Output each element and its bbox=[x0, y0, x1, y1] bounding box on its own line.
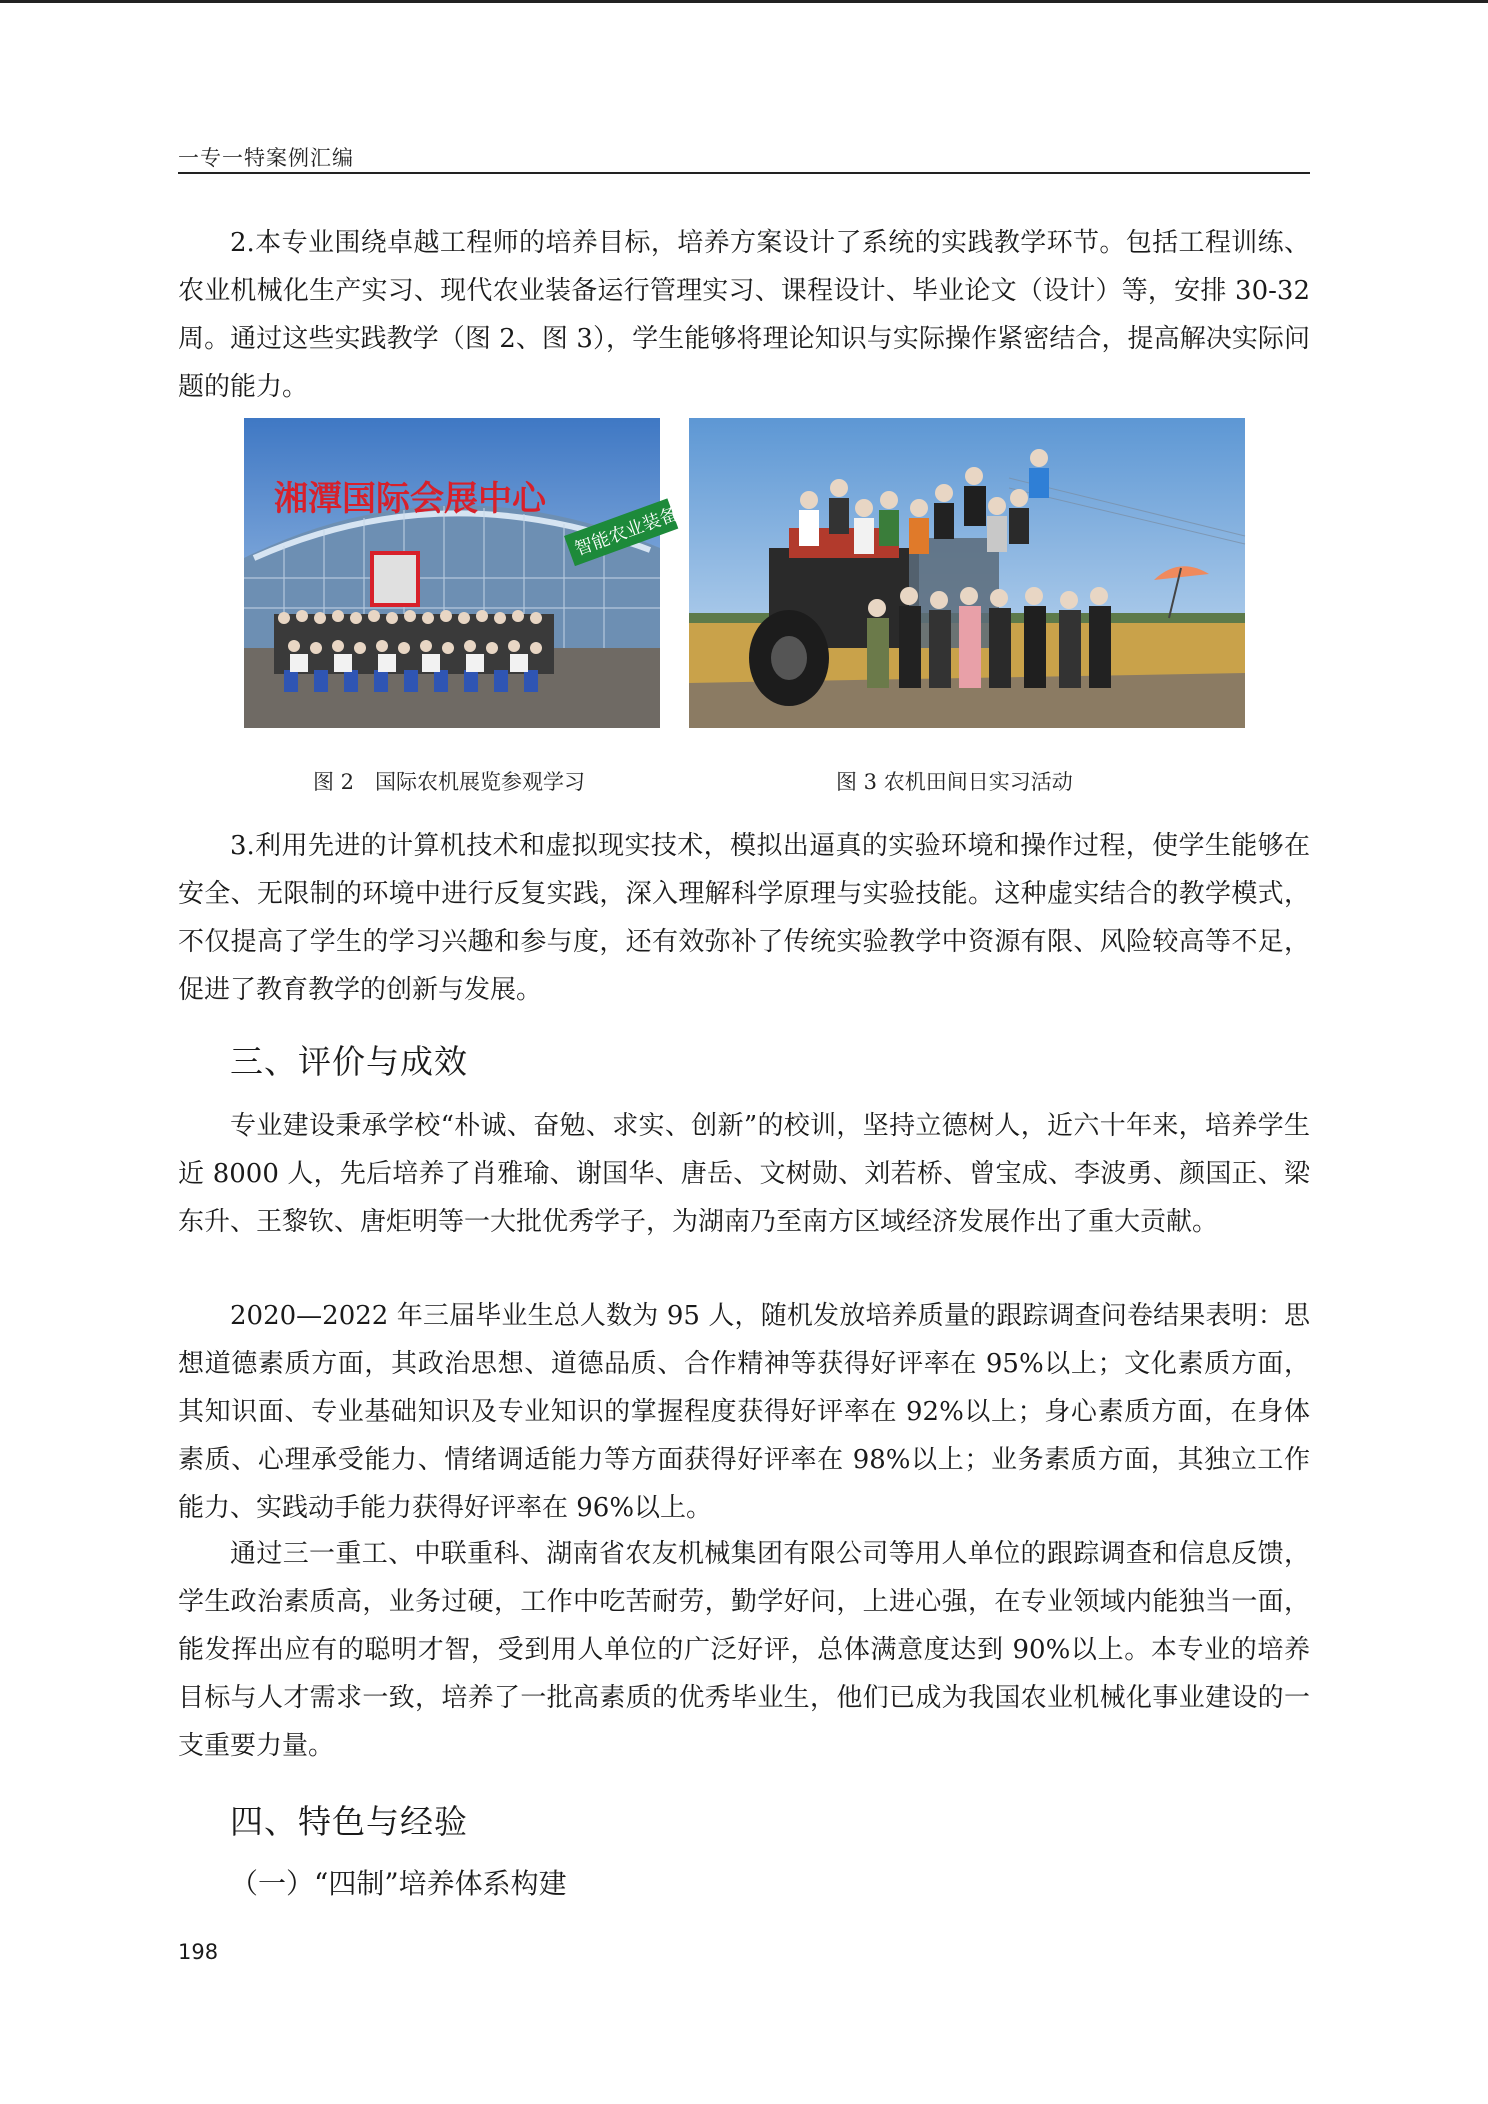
subsection-heading-training-system: （一）“四制”培养体系构建 bbox=[230, 1867, 567, 1900]
page-number: 198 bbox=[178, 1940, 219, 1964]
paragraph-survey-results: 2020—2022 年三届毕业生总人数为 95 人，随机发放培养质量的跟踪调查问卷结果表明：思想道德素质方面，其政治思想、道德品质、合作精神等获得好评率在 95%以上；文化素质方面，其知识面、专业基础知识及专业知识的掌握程度获得好评率在 92%以上；身心素质方面，在身体素质、心理承受能力、情绪调适能力等方面获得好评率在 98%以上；业务素质方面，其独立工作能力、实践动手能力获得好评率在 96%以上。 bbox=[178, 1301, 1310, 1523]
top-border bbox=[0, 0, 1488, 3]
paragraph-virtual-reality: 3.利用先进的计算机技术和虚拟现实技术，模拟出逼真的实验环境和操作过程，使学生能够在安全、无限制的环境中进行反复实践，深入理解科学原理与实验技能。这种虚实结合的教学模式，不仅提高了学生的学习兴趣和参与度，还有效弥补了传统实验教学中资源有限、风险较高等不足，促进了教育教学的创新与发展。 bbox=[178, 831, 1310, 1005]
exhibition-photo-illustration bbox=[244, 418, 681, 728]
section-heading-features: 四、特色与经验 bbox=[230, 1802, 468, 1841]
field-photo-illustration bbox=[689, 418, 1245, 728]
running-header: 一专一特案例汇编 bbox=[178, 146, 354, 170]
paragraph-practice-teaching: 2.本专业围绕卓越工程师的培养目标，培养方案设计了系统的实践教学环节。包括工程训练、农业机械化生产实习、现代农业装备运行管理实习、课程设计、毕业论文（设计）等，安排 30-32 周。通过这些实践教学（图 2、图 3），学生能够将理论知识与实际操作紧密结合，提高解决实际问题的能力。 bbox=[178, 228, 1310, 402]
section-heading-evaluation: 三、评价与成效 bbox=[230, 1042, 468, 1081]
exhibition-sign-text: 湘潭国际会展中心 bbox=[274, 479, 546, 519]
figure-3-photo bbox=[689, 418, 1245, 728]
banner-text: 智能农业装备 bbox=[572, 503, 681, 561]
figure-2-photo bbox=[244, 418, 681, 728]
paragraph-alumni: 专业建设秉承学校“朴诚、奋勉、求实、创新”的校训，坚持立德树人，近六十年来，培养学生近 8000 人，先后培养了肖雅瑜、谢国华、唐岳、文树勋、刘若桥、曾宝成、李波勇、颜国正、梁东升、王黎钦、唐炬明等一大批优秀学子，为湖南乃至南方区域经济发展作出了重大贡献。 bbox=[178, 1111, 1310, 1237]
paragraph-employer-feedback: 通过三一重工、中联重科、湖南省农友机械集团有限公司等用人单位的跟踪调查和信息反馈，学生政治素质高，业务过硬，工作中吃苦耐劳，勤学好问，上进心强，在专业领域内能独当一面，能发挥出应有的聪明才智，受到用人单位的广泛好评，总体满意度达到 90%以上。本专业的培养目标与人才需求一致，培养了一批高素质的优秀毕业生，他们已成为我国农业机械化事业建设的一支重要力量。 bbox=[178, 1539, 1310, 1761]
figure-3-caption: 图 3 农机田间日实习活动 bbox=[836, 770, 1073, 794]
figure-2-caption: 图 2 国际农机展览参观学习 bbox=[313, 770, 586, 794]
header-rule bbox=[178, 172, 1310, 174]
